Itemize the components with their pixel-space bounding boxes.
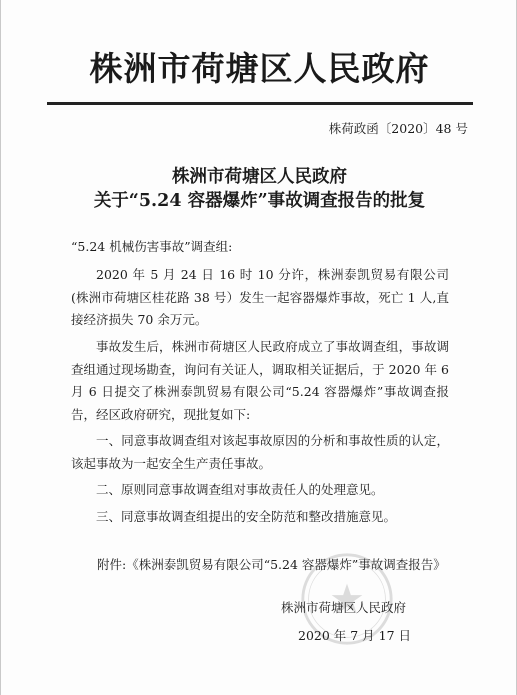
attachment-line: 附件:《株洲泰凯贸易有限公司“5.24 容器爆炸”事故调查报告》 [97,557,446,572]
document-title-line-2: 关于“5.24 容器爆炸”事故调查报告的批复 [93,191,426,211]
reply-item-3: 三、同意事故调查组提出的安全防范和整改措施意见。 [96,509,397,524]
salutation: “5.24 机械伤害事故”调查组: [71,239,233,254]
reply-item-2: 二、原则同意事故调查组对事故责任人的处理意见。 [96,482,384,497]
document-title-line-1: 株洲市荷塘区人民政府 [172,167,347,187]
paragraph-investigation: 事故发生后，株洲市荷塘区人民政府成立了事故调查组，事故调查组通过现场勘查，询问有关证人，调取相关证据后，于 2020 年 6 月 6 日提交了株洲泰凯贸易有限公司“5.24 容器爆炸”事故调查报告，经区政府研究，现批复如下: [71,339,449,422]
issuer-heading: 株洲市荷塘区人民政府 [89,49,430,88]
paragraph-incident: 2020 年 5 月 24 日 16 时 10 分许，株洲泰凯贸易有限公司(株洲市荷塘区桂花路 38 号）发生一起容器爆炸事故，死亡 1 人,直接经济损失 70 余万元。 [71,267,449,327]
signature-date: 2020 年 7 月 17 日 [298,628,412,643]
signature-organization: 株洲市荷塘区人民政府 [281,600,407,615]
document-number: 株荷政函〔2020〕48 号 [328,121,468,136]
reply-item-1: 一、同意事故调查组对该起事故原因的分析和事故性质的认定，该起事故为一起安全生产责任事故。 [71,433,449,471]
header-divider [47,102,473,105]
